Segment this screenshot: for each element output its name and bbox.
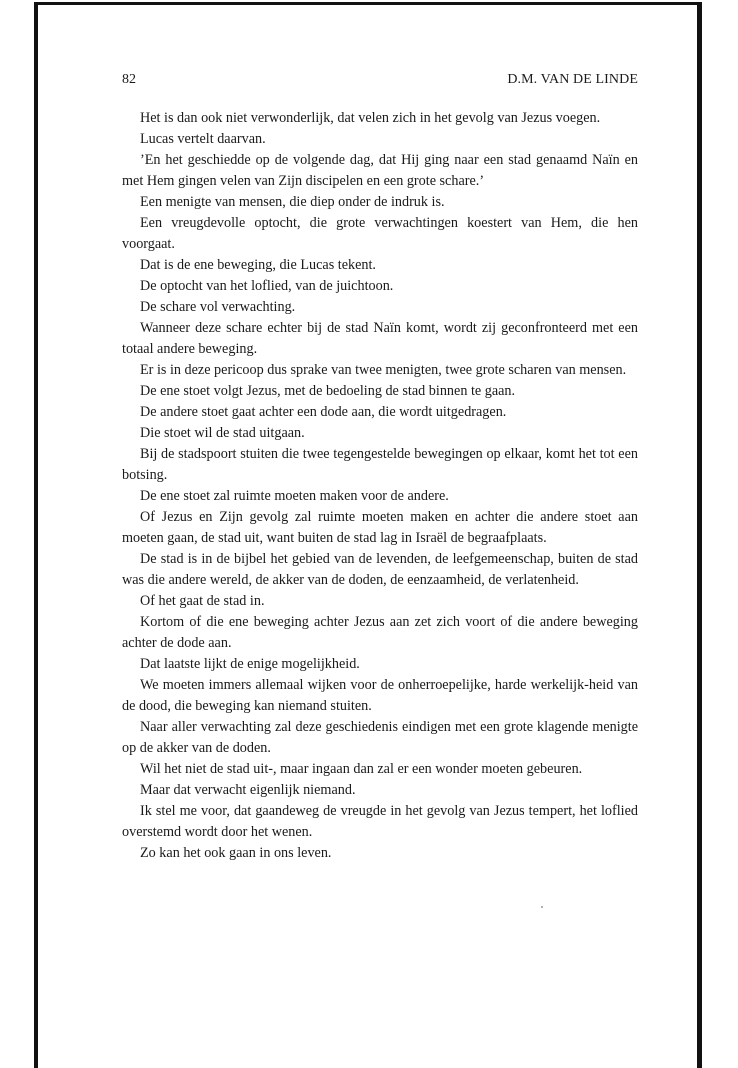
paragraph: Dat is de ene beweging, die Lucas tekent.: [140, 257, 376, 273]
paragraph: Het is dan ook niet verwonderlijk, dat velen zich in het gevolg van Jezus voegen.: [140, 110, 601, 126]
paragraph: Wil het niet de stad uit-, maar ingaan dan zal er een wonder moeten gebeuren.: [140, 761, 583, 777]
paragraph: Ik stel me voor, dat gaandeweg de vreugde in het gevolg van Jezus tempert, het loflied overstemd wordt door het wenen.: [122, 803, 638, 840]
paragraph: De optocht van het loflied, van de juichtoon.: [140, 278, 394, 294]
scan-speck: [541, 906, 543, 908]
running-head-author: D.M. VAN DE LINDE: [507, 72, 638, 87]
paragraph: Maar dat verwacht eigenlijk niemand.: [140, 782, 356, 798]
paragraph: De andere stoet gaat achter een dode aan, die wordt uitgedragen.: [140, 404, 507, 420]
paragraph: De ene stoet volgt Jezus, met de bedoeling de stad binnen te gaan.: [140, 383, 516, 399]
paragraph: De stad is in de bijbel het gebied van de levenden, de leefgemeenschap, buiten de stad was die andere wereld, de akker van de doden, de eenzaamheid, de verlatenheid.: [122, 551, 638, 588]
paragraph: We moeten immers allemaal wijken voor de onherroepelijke, harde werkelijk-heid van de dood, die beweging kan niemand stuiten.: [122, 677, 638, 714]
paragraph: Of het gaat de stad in.: [140, 593, 265, 609]
paragraph: Wanneer deze schare echter bij de stad Naïn komt, wordt zij geconfronteerd met een totaal andere beweging.: [122, 320, 638, 357]
paragraph: Die stoet wil de stad uitgaan.: [140, 425, 305, 441]
paragraph: Naar aller verwachting zal deze geschiedenis eindigen met een grote klagende menigte op de akker van de doden.: [122, 719, 638, 756]
page-header: [122, 72, 638, 92]
scan-edge-right: [697, 2, 702, 1068]
paragraph: Dat laatste lijkt de enige mogelijkheid.: [140, 656, 360, 672]
paragraph: Kortom of die ene beweging achter Jezus aan zet zich voort of die andere beweging achter de dode aan.: [122, 614, 638, 651]
paragraph: Of Jezus en Zijn gevolg zal ruimte moeten maken en achter die andere stoet aan moeten gaan, de stad uit, want buiten de stad lag in Israël de begraafplaats.: [122, 509, 638, 546]
paragraph: Een menigte van mensen, die diep onder de indruk is.: [140, 194, 445, 210]
body-text: [122, 108, 638, 864]
paragraph: De schare vol verwachting.: [140, 299, 296, 315]
paragraph: Zo kan het ook gaan in ons leven.: [140, 845, 332, 861]
paragraph: Bij de stadspoort stuiten die twee tegengestelde bewegingen op elkaar, komt het tot een botsing.: [122, 446, 638, 483]
paragraph: De ene stoet zal ruimte moeten maken voor de andere.: [140, 488, 449, 504]
scan-edge-top: [34, 2, 702, 5]
paragraph: Lucas vertelt daarvan.: [140, 131, 266, 147]
paragraph: Er is in deze pericoop dus sprake van twee menigten, twee grote scharen van mensen.: [140, 362, 627, 378]
paragraph: Een vreugdevolle optocht, die grote verwachtingen koestert van Hem, die hen voorgaat.: [122, 215, 638, 252]
paragraph: ’En het geschiedde op de volgende dag, dat Hij ging naar een stad genaamd Naïn en met Hem gingen velen van Zijn discipelen en een grote schare.’: [122, 152, 638, 189]
scan-edge-left: [34, 2, 38, 1068]
page-number: 82: [122, 72, 136, 87]
